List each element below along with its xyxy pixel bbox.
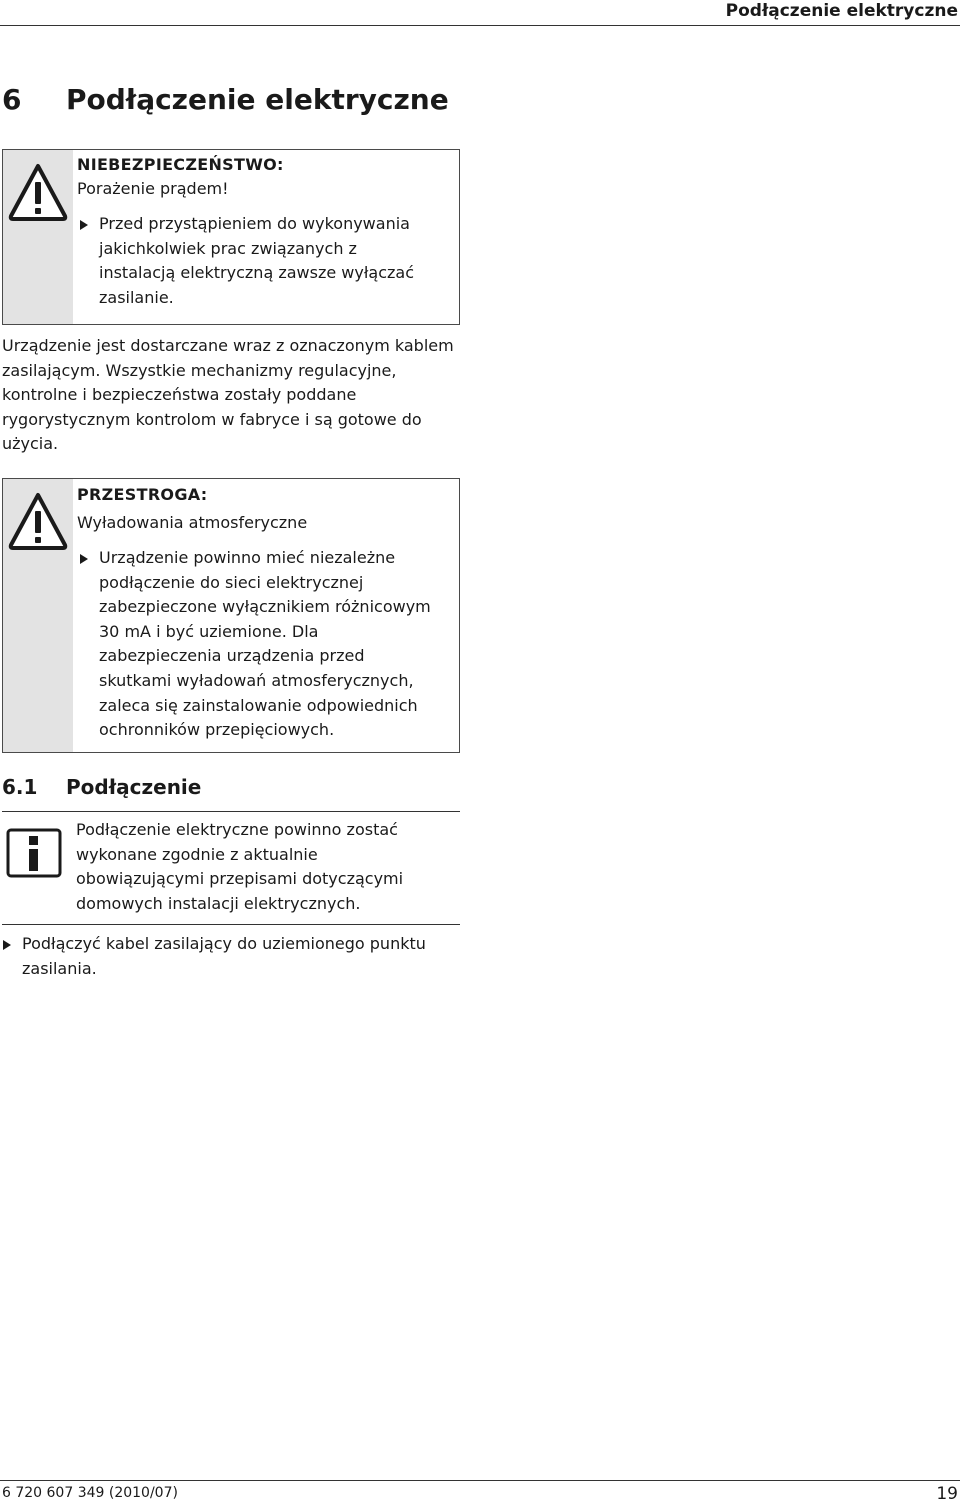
bullet-arrow-icon bbox=[80, 220, 88, 230]
instruction-step bbox=[2, 932, 462, 981]
intro-line: rygorystycznym kontrolom w fabryce i są gotowe do bbox=[2, 409, 422, 429]
info-icon bbox=[6, 828, 62, 878]
caution-notice bbox=[2, 478, 460, 753]
section-title bbox=[2, 773, 201, 801]
warning-triangle-icon bbox=[7, 162, 69, 222]
caution-bullet-line: podłączenie do sieci elektrycznej bbox=[99, 572, 364, 592]
info-notice bbox=[2, 811, 460, 925]
intro-line: Urządzenie jest dostarczane wraz z oznaczonym kablem bbox=[2, 336, 454, 355]
caution-bullet bbox=[77, 546, 455, 743]
info-line: obowiązującymi przepisami dotyczącymi bbox=[76, 869, 404, 889]
section-number: 6.1 bbox=[2, 775, 38, 799]
info-line: Podłączenie elektryczne powinno zostać bbox=[76, 820, 398, 839]
caution-subtitle: Wyładowania atmosferyczne bbox=[77, 513, 308, 532]
info-line: wykonane zgodnie z aktualnie bbox=[76, 844, 318, 864]
intro-line: kontrolne i bezpieczeństwa zostały poddane bbox=[2, 385, 357, 405]
caution-bullet-line: skutkami wyładowań atmosferycznych, bbox=[99, 670, 414, 690]
intro-line: użycia. bbox=[2, 434, 59, 454]
danger-bullet-line: Przed przystąpieniem do wykonywania bbox=[99, 214, 410, 233]
page-number: 19 bbox=[936, 1484, 958, 1504]
caution-icon-column bbox=[3, 479, 73, 752]
danger-subtitle: Porażenie prądem! bbox=[77, 179, 229, 198]
chapter-title bbox=[2, 82, 449, 118]
caution-bullet-line: 30 mA i być uziemione. Dla bbox=[99, 621, 319, 641]
danger-title: NIEBEZPIECZEŃSTWO: bbox=[77, 155, 284, 174]
info-line: domowych instalacji elektrycznych. bbox=[76, 893, 361, 913]
document-code: 6 720 607 349 (2010/07) bbox=[2, 1485, 178, 1501]
intro-paragraph bbox=[2, 334, 462, 457]
info-text bbox=[76, 818, 456, 916]
caution-title: PRZESTROGA: bbox=[77, 485, 208, 504]
bullet-arrow-icon bbox=[80, 554, 88, 564]
chapter-number: 6 bbox=[2, 83, 22, 116]
bullet-arrow-icon bbox=[3, 940, 11, 950]
warning-triangle-icon bbox=[7, 491, 69, 551]
intro-line: zasilającym. Wszystkie mechanizmy regulacyjne, bbox=[2, 360, 397, 380]
chapter-title-text: Podłączenie elektryczne bbox=[66, 83, 449, 116]
header-rule bbox=[0, 25, 960, 26]
caution-bullet-line: ochronników przepięciowych. bbox=[99, 720, 335, 740]
danger-bullet-line: jakichkolwiek prac związanych z bbox=[99, 238, 357, 258]
footer-rule bbox=[0, 1480, 960, 1481]
danger-bullet-line: zasilanie. bbox=[99, 287, 174, 307]
danger-icon-column bbox=[3, 150, 73, 324]
danger-bullet-line: instalacją elektryczną zawsze wyłączać bbox=[99, 263, 414, 283]
danger-notice bbox=[2, 149, 460, 325]
section-title-text: Podłączenie bbox=[66, 775, 202, 799]
instruction-line: zasilania. bbox=[22, 958, 97, 978]
running-header: Podłączenie elektryczne bbox=[725, 1, 958, 21]
caution-bullet-line: zaleca się zainstalowanie odpowiednich bbox=[99, 695, 418, 715]
danger-bullet bbox=[77, 212, 455, 310]
instruction-line: Podłączyć kabel zasilający do uziemionego punktu bbox=[22, 934, 426, 953]
caution-bullet-line: zabezpieczenia urządzenia przed bbox=[99, 646, 365, 666]
caution-bullet-line: Urządzenie powinno mieć niezależne bbox=[99, 548, 396, 567]
caution-bullet-line: zabezpieczone wyłącznikiem różnicowym bbox=[99, 597, 431, 617]
